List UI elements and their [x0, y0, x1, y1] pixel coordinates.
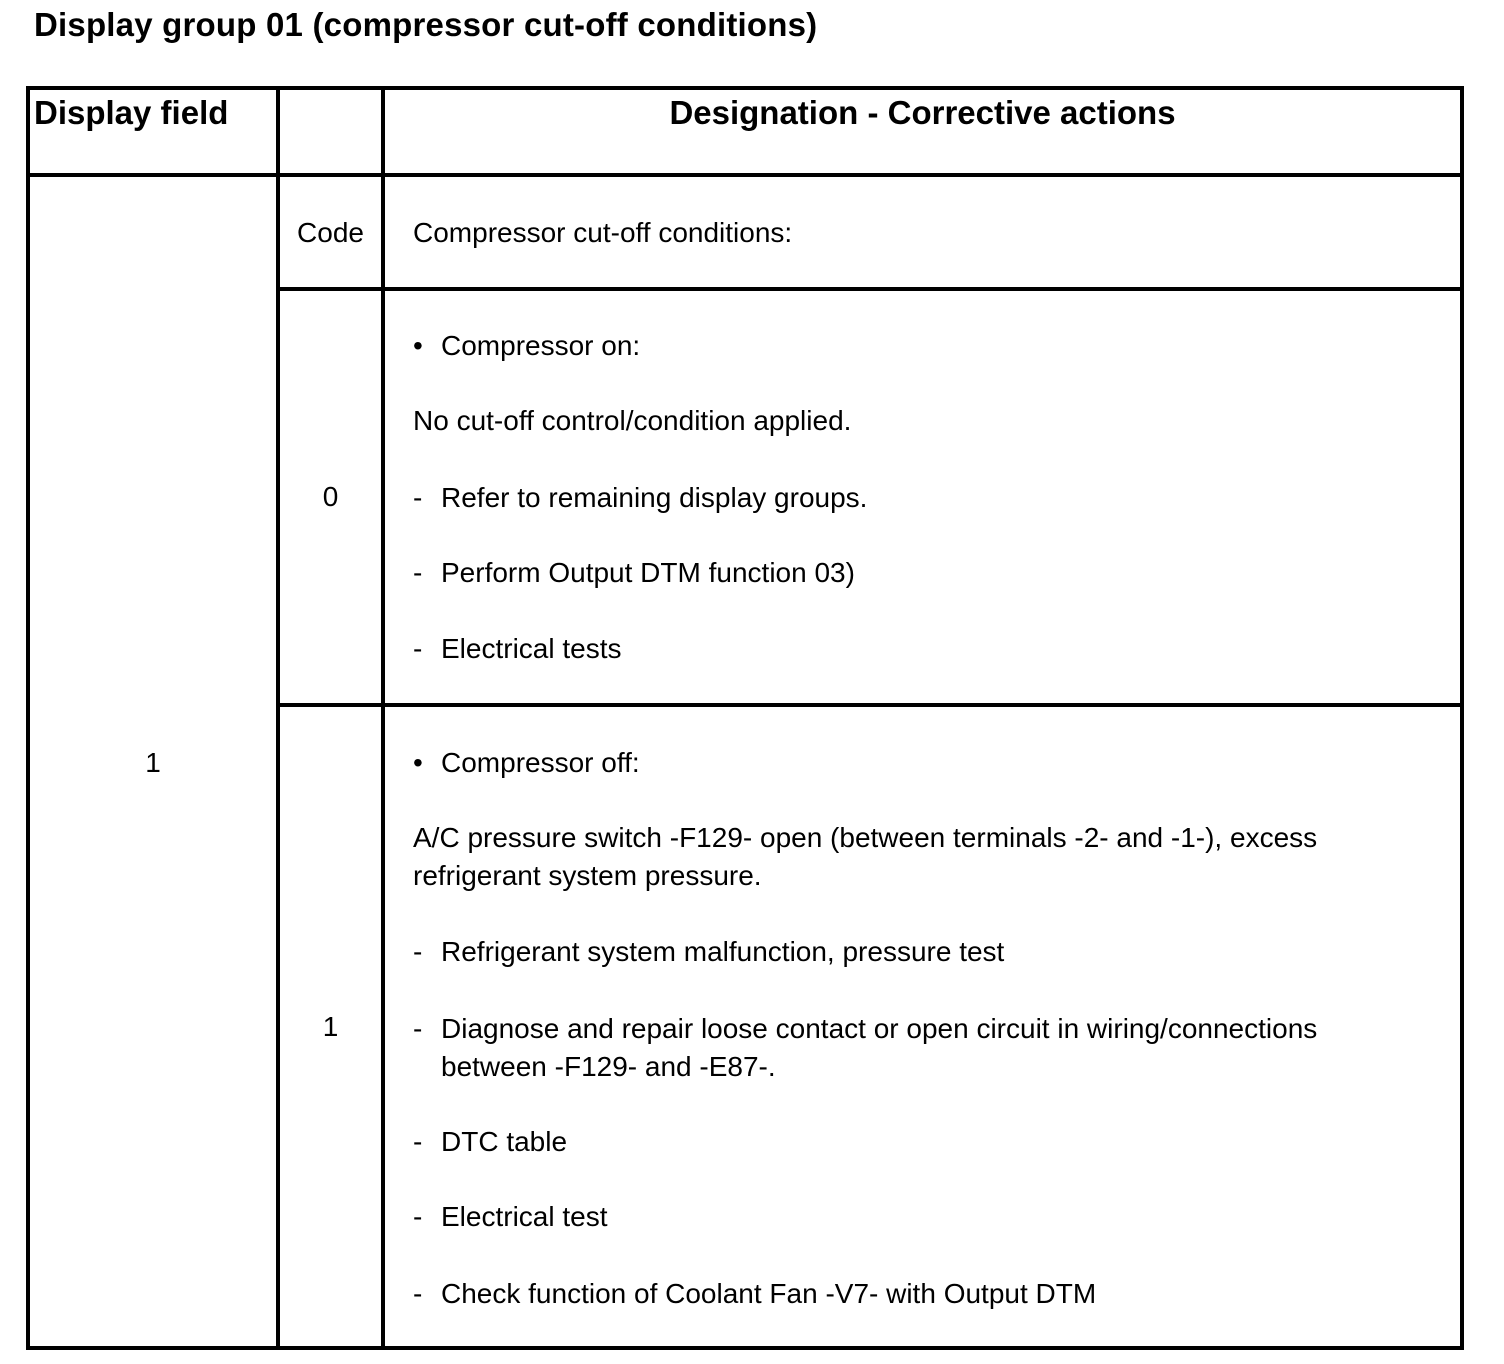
action-text: Electrical test — [441, 1201, 608, 1232]
action-item — [413, 630, 1433, 668]
action-text: DTC table — [441, 1126, 568, 1157]
header-divider — [30, 173, 1460, 177]
action-text: Electrical tests — [441, 633, 622, 664]
column-divider-1 — [276, 90, 280, 1346]
bullet-item — [413, 744, 640, 782]
dash-icon: - — [413, 936, 423, 967]
header-display-field: Display field — [34, 94, 229, 131]
dash-icon: - — [413, 633, 423, 664]
code-value-0: 0 — [322, 481, 339, 512]
display-group-table — [26, 86, 1464, 1350]
action-item — [413, 933, 1423, 971]
code-value-1: 1 — [322, 1011, 339, 1042]
bullet-icon: • — [413, 330, 423, 361]
action-item — [413, 1198, 1423, 1236]
action-item — [413, 1010, 1413, 1086]
bullet-text: Compressor on: — [441, 330, 641, 361]
bullet-icon: • — [413, 747, 423, 778]
page-title: Display group 01 (compressor cut-off conditions) — [34, 6, 818, 43]
action-text: Diagnose and repair loose contact or open circuit in wiring/connections between -F129- and -E87-. — [441, 1013, 1318, 1082]
code-header-text: Compressor cut-off conditions: — [413, 217, 793, 248]
condition-description: A/C pressure switch -F129- open (between terminals -2- and -1-), excess refrigerant system pressure. — [413, 822, 1318, 891]
action-item — [413, 1275, 1423, 1313]
dash-icon: - — [413, 482, 423, 513]
dash-icon: - — [413, 1201, 423, 1232]
dash-icon: - — [413, 557, 423, 588]
code-header-divider — [276, 287, 1460, 291]
bullet-text: Compressor off: — [441, 747, 640, 778]
action-text: Refer to remaining display groups. — [441, 482, 868, 513]
column-divider-2 — [381, 90, 385, 1346]
row-divider — [276, 703, 1460, 707]
action-item — [413, 554, 1433, 592]
header-designation: Designation - Corrective actions — [669, 94, 1176, 131]
action-text: Perform Output DTM function 03) — [441, 557, 855, 588]
dash-icon: - — [413, 1013, 423, 1044]
code-label: Code — [297, 217, 364, 248]
action-item — [413, 1123, 1423, 1161]
condition-description: No cut-off control/condition applied. — [413, 405, 852, 436]
bullet-item — [413, 327, 640, 365]
action-item — [413, 479, 1433, 517]
dash-icon: - — [413, 1278, 423, 1309]
action-text: Refrigerant system malfunction, pressure test — [441, 936, 1005, 967]
dash-icon: - — [413, 1126, 423, 1157]
display-field-value: 1 — [145, 747, 161, 778]
action-text: Check function of Coolant Fan -V7- with Output DTM — [441, 1278, 1097, 1309]
